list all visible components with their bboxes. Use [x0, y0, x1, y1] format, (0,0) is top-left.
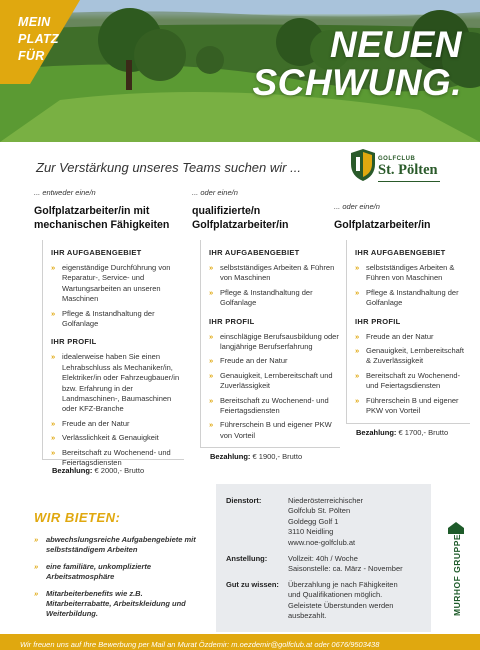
list-item: » Mitarbeiterbenefits wie z.B. Mitarbeiterrabatte, Arbeitskleidung und Weiterbildung. [34, 589, 209, 620]
intro-text: Zur Verstärkung unseres Teams suchen wir ... [36, 160, 301, 175]
salary-3 [356, 428, 448, 437]
logo-small-text: GOLFCLUB [378, 156, 416, 162]
tasks-list [355, 263, 470, 309]
list-item: » eigenständige Durchführung von Reparatur-, Service- und Wartungsarbeiten an unseren Maschinen [51, 263, 184, 305]
badge-line: MEIN [18, 15, 51, 29]
list-item: » Bereitschaft zu Wochenend- und Feiertagsdiensten [355, 371, 470, 392]
job-details-2 [200, 240, 340, 448]
list-item: » abwechslungsreiche Aufgabengebiete mit selbstständigem Arbeiten [34, 535, 209, 556]
info-value [288, 580, 433, 622]
column-pre: ... oder eine/n [192, 188, 238, 197]
job-title [334, 218, 474, 232]
benefits-list [34, 535, 209, 626]
info-line: Saisonstelle: ca. März - November [288, 564, 403, 574]
profile-heading: IHR PROFIL [209, 316, 255, 326]
info-line: Überzahlung je nach Fähigkeiten [288, 580, 398, 589]
salary-2 [210, 452, 302, 461]
profile-list [209, 332, 340, 442]
job-title-line: Golfplatzarbeiter/in [334, 219, 431, 231]
list-item: » Bereitschaft zu Wochenend- und Feiertagsdiensten [209, 396, 340, 417]
job-title-line: mechanischen Fähigkeiten [34, 219, 170, 231]
info-label: Gut zu wissen: [226, 580, 279, 589]
job-details-3 [346, 240, 470, 424]
list-item: » Pflege & Instandhaltung der Golfanlage [355, 288, 470, 309]
info-line: Geleistete Überstunden werden [288, 600, 394, 610]
headline-line: NEUEN [329, 24, 462, 65]
list-item: » Freude an der Natur [355, 332, 470, 342]
logo-underline [378, 181, 440, 182]
column-pre: ... oder eine/n [334, 202, 380, 211]
list-item: » Pflege & Instandhaltung der Golfanlage [51, 309, 184, 330]
list-item: » Führerschein B und eigener PKW von Vorteil [355, 396, 470, 417]
list-item: » idealerweise haben Sie einen Lehrabschluss als Mechaniker/in, Elektriker/in oder Fahrzeugbauer/in bzw. Erfahrung in der Landmaschinen-, Baumaschinen oder KFZ-Branche [51, 352, 184, 414]
list-item: » Bereitschaft zu Wochenend- und Feiertagsdiensten [51, 448, 184, 469]
murhof-logo-text: MURHOF GRUPPE [452, 533, 462, 616]
salary-label: Bezahlung: [356, 428, 397, 437]
info-line: ausbezahlt. [288, 611, 327, 621]
badge-line: PLATZ [18, 32, 59, 46]
info-value [288, 554, 433, 575]
list-item: » Genauigkeit, Lernbereitschaft & Zuverlässigkeit [355, 346, 470, 367]
headline-badge [0, 0, 80, 84]
job-title [34, 204, 194, 232]
footer-contact-text: Wir freuen uns auf Ihre Bewerbung per Mail an Murat Özdemir: m.oezdemir@golfclub.at oder 0676/9503438 [20, 640, 380, 649]
info-line: 3110 Neidling [288, 527, 334, 537]
shield-icon [350, 148, 376, 182]
info-label: Dienstort: [226, 496, 262, 505]
benefits-title: WIR BIETEN: [34, 510, 121, 525]
tasks-list [209, 263, 340, 309]
salary-value: € 2000,- Brutto [94, 466, 145, 475]
job-column-1 [34, 188, 194, 232]
tasks-heading: IHR AUFGABENGEBIET [51, 248, 142, 257]
list-item: » eine familiäre, unkomplizierte Arbeitsatmosphäre [34, 562, 209, 583]
job-title-line: Golfplatzarbeiter/in [192, 219, 289, 231]
list-item: » selbstständiges Arbeiten & Führen von Maschinen [355, 263, 470, 284]
hero-image [0, 0, 480, 142]
profile-list [51, 352, 184, 468]
job-title [192, 204, 332, 232]
job-title-line: qualifizierte/n [192, 205, 261, 217]
salary-value: € 1700,- Brutto [398, 428, 449, 437]
info-line: Vollzeit: 40h / Woche [288, 554, 358, 563]
info-value [288, 496, 433, 548]
job-info-box [216, 484, 431, 632]
list-item: » Führerschein B und eigener PKW von Vorteil [209, 420, 340, 441]
badge-line: FÜR [18, 49, 45, 63]
info-line: www.noe-golfclub.at [288, 537, 356, 547]
info-line: Goldegg Golf 1 [288, 516, 339, 526]
profile-list [355, 332, 470, 417]
salary-1 [52, 466, 144, 475]
list-item: » Pflege & Instandhaltung der Golfanlage [209, 288, 340, 309]
list-item: » selbstständiges Arbeiten & Führen von Maschinen [209, 263, 340, 284]
salary-value: € 1900,- Brutto [252, 452, 303, 461]
list-item: » Genauigkeit, Lernbereitschaft und Zuverlässigkeit [209, 371, 340, 392]
job-title-line: Golfplatzarbeiter/in mit [34, 205, 150, 217]
logo-big-text: St. Pölten [378, 162, 438, 178]
job-column-3 [334, 202, 474, 232]
info-line: Golfclub St. Pölten [288, 506, 351, 516]
tasks-list [51, 263, 184, 329]
list-item: » Freude an der Natur [51, 419, 184, 429]
info-line: und Qualifikationen möglich. [288, 590, 383, 600]
headline-line: SCHWUNG. [252, 62, 462, 103]
info-label: Anstellung: [226, 554, 268, 563]
list-item: » Freude an der Natur [209, 356, 340, 366]
info-line: Niederösterreichischer [288, 496, 364, 505]
list-item: » Verlässlichkeit & Genauigkeit [51, 433, 184, 443]
headline [252, 26, 462, 102]
golfclub-logo [350, 146, 450, 186]
footer-bar [0, 634, 480, 650]
job-details-1 [42, 240, 184, 468]
job-column-2 [192, 188, 332, 232]
profile-heading: IHR PROFIL [51, 337, 97, 347]
tasks-heading: IHR AUFGABENGEBIET [209, 248, 300, 257]
salary-label: Bezahlung: [210, 452, 251, 461]
salary-label: Bezahlung: [52, 466, 93, 475]
column-pre: ... entweder eine/n [34, 188, 96, 197]
tasks-heading: IHR AUFGABENGEBIET [355, 248, 446, 257]
list-item: » einschlägige Berufsausbildung oder langjährige Berufserfahrung [209, 332, 340, 353]
profile-heading: IHR PROFIL [355, 316, 401, 326]
